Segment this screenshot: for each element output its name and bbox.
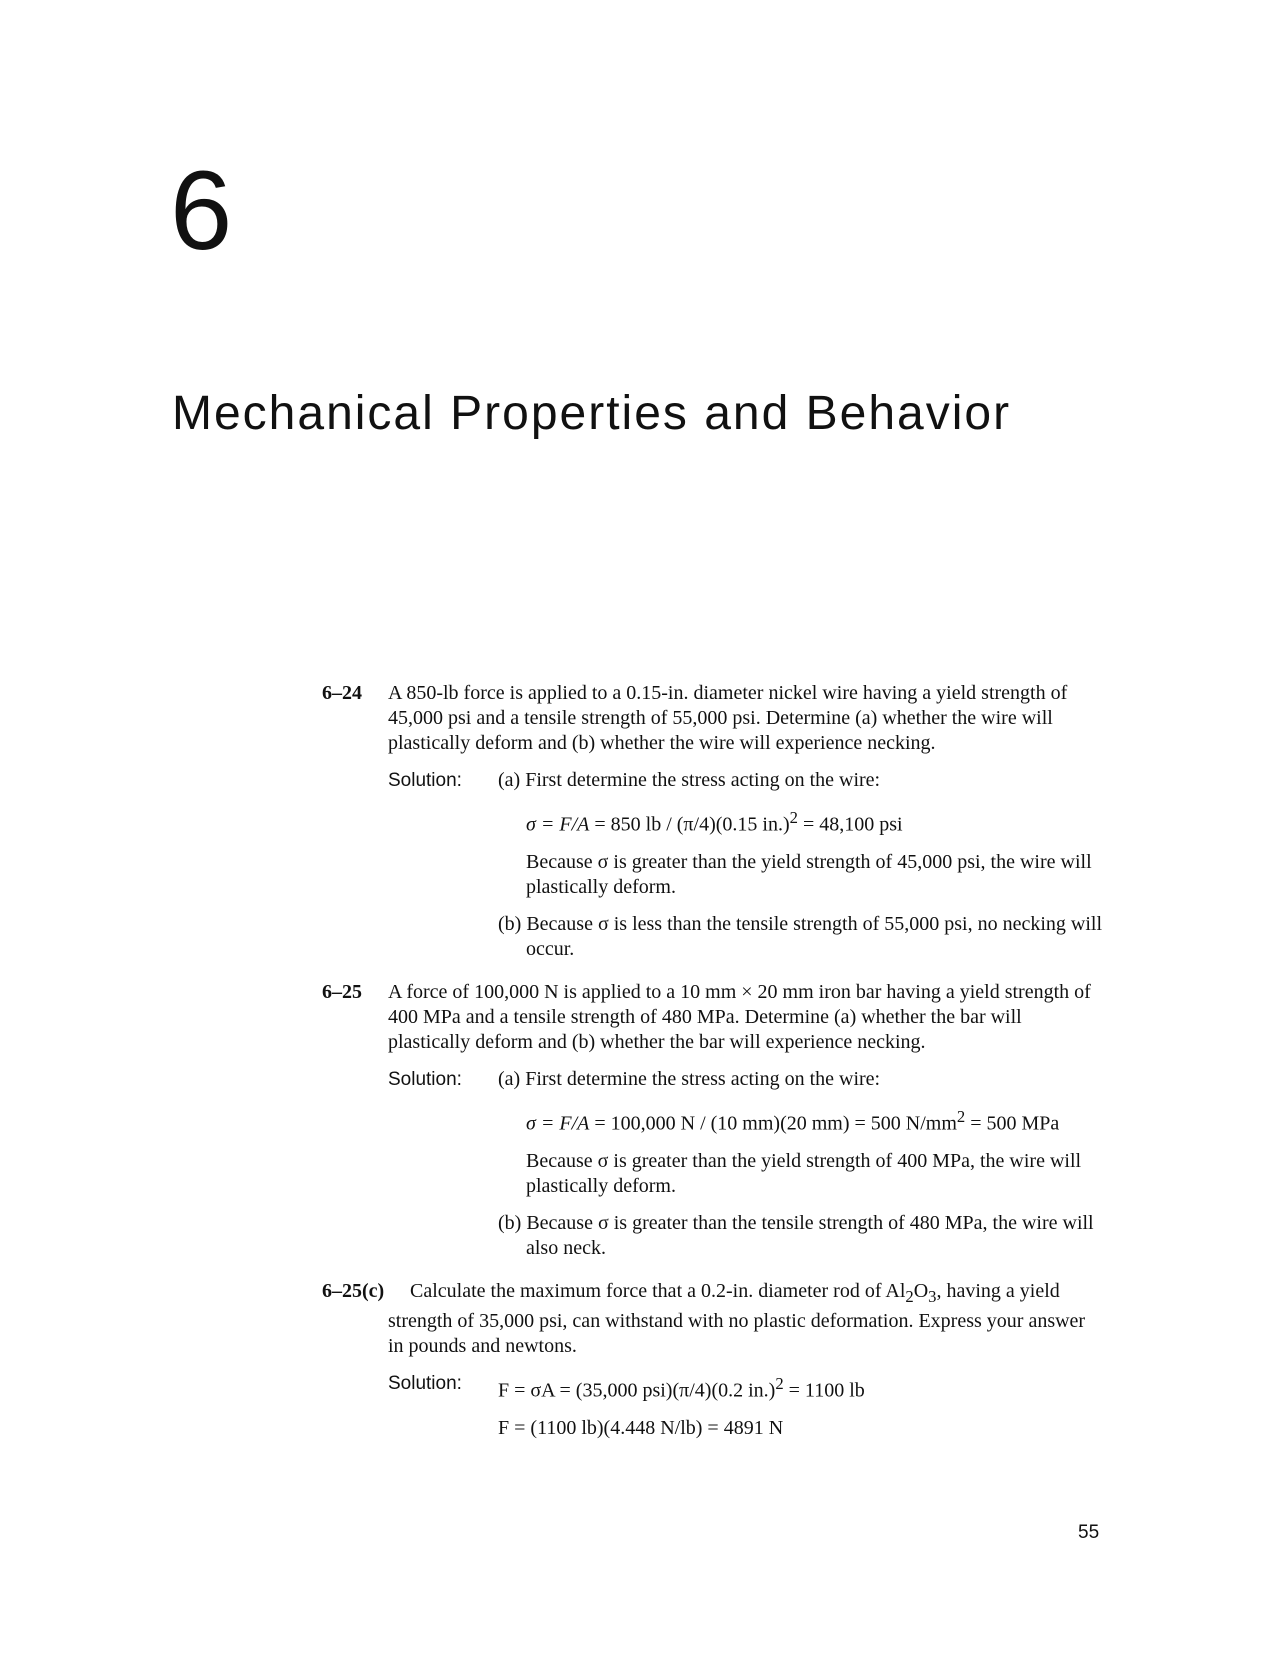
part-a-intro: (a) First determine the stress acting on the wire: <box>498 769 881 791</box>
part-b: (b) Because σ is greater than the tensile strength of 480 MPa, the wire will also neck. <box>498 1211 1094 1259</box>
problem-6-25c <box>322 1279 1102 1441</box>
equation-lhs: σ = F/A <box>526 1112 590 1135</box>
equation-tail: = 500 MPa <box>965 1112 1060 1135</box>
problem-6-24 <box>322 681 1102 962</box>
part-b: (b) Because σ is less than the tensile strength of 55,000 psi, no necking will occur. <box>498 912 1103 960</box>
equation-tail: = 48,100 psi <box>797 813 903 836</box>
equation-exponent: 2 <box>789 808 798 827</box>
solution-label: Solution: <box>388 1373 462 1394</box>
part-a-conclusion: Because σ is greater than the yield strength of 400 MPa, the wire will plastically deform. <box>526 1149 1082 1197</box>
problem-number: 6–25 <box>322 981 362 1003</box>
solution-label: Solution: <box>388 770 462 791</box>
problem-statement-pre: Calculate the maximum force that a 0.2-in. diameter rod of Al <box>410 1280 906 1302</box>
chapter-title: Mechanical Properties and Behavior <box>172 387 1012 440</box>
force-equation-n: F = (1100 lb)(4.448 N/lb) = 4891 N <box>498 1416 784 1439</box>
problem-statement-mid: O <box>913 1280 929 1302</box>
chapter-number: 6 <box>170 148 233 273</box>
subscript-3: 3 <box>928 1287 937 1306</box>
equation-exponent: 2 <box>956 1107 966 1126</box>
page-number: 55 <box>1078 1522 1100 1543</box>
subscript-2: 2 <box>905 1287 914 1306</box>
force-equation-lb: F = σA = (35,000 psi)(π/4)(0.2 in.)$^2$ = 1100 lb <box>498 1374 865 1402</box>
problem-statement: A force of 100,000 N is applied to a 10 mm × 20 mm iron bar having a yield strength of 400 MPa and a tensile strength of 480 MPa. Determine (a) whether the bar will plastically deform and (b) whether the bar will experience necking. <box>388 981 1091 1053</box>
equation-rhs: = 100,000 N / (10 mm)(20 mm) = 500 N/mm <box>589 1112 957 1135</box>
problem-statement: A 850-lb force is applied to a 0.15-in. diameter nickel wire having a yield strength of 45,000 psi and a tensile strength of 55,000 psi. Determine (a) whether the wire will plastically deform and (b) whether the wire will experience necking. <box>388 682 1068 754</box>
problem-number: 6–25(c) <box>322 1280 385 1302</box>
problem-statement-post: , having a yield strength of 35,000 psi, can withstand with no plastic deformation. Express your answer in pounds and newtons. <box>388 1280 1086 1357</box>
part-a-intro: (a) First determine the stress acting on the wire: <box>498 1068 881 1090</box>
stress-equation <box>498 805 1102 838</box>
solution-label: Solution: <box>388 1069 462 1090</box>
stress-equation <box>498 1104 1102 1137</box>
equation-lhs: σ = F/A <box>526 813 590 836</box>
solution <box>322 768 1102 962</box>
solution <box>322 1067 1102 1261</box>
problem-6-25 <box>322 980 1102 1261</box>
problem-number: 6–24 <box>322 682 362 704</box>
part-a-conclusion: Because σ is greater than the yield strength of 45,000 psi, the wire will plastically deform. <box>526 850 1092 898</box>
solution <box>322 1371 1102 1441</box>
equation-rhs: = 850 lb / (π/4)(0.15 in.) <box>589 813 790 836</box>
